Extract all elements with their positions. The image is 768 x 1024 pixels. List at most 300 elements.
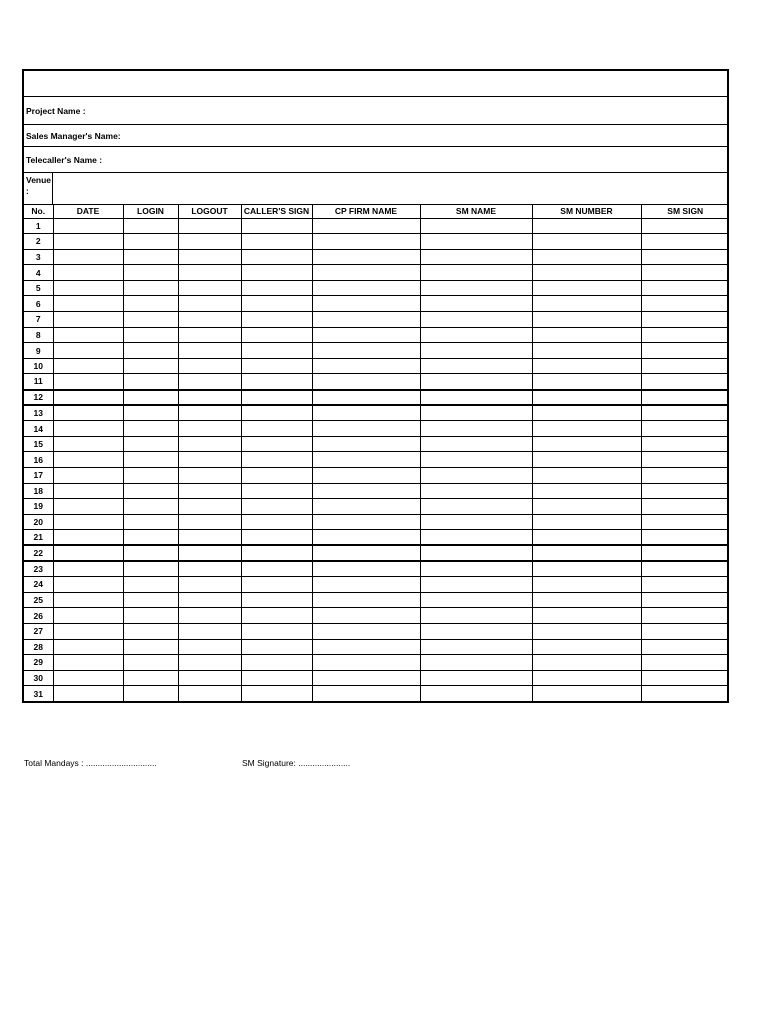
row-number: 29 — [24, 655, 53, 671]
table-row — [24, 358, 729, 374]
table-cell — [241, 670, 312, 686]
table-cell — [178, 623, 241, 639]
row-number: 15 — [24, 436, 53, 452]
table-cell — [312, 358, 420, 374]
table-cell — [241, 265, 312, 281]
table-cell — [123, 468, 178, 484]
table-cell — [53, 327, 123, 343]
table-cell — [420, 312, 532, 328]
table-cell — [178, 499, 241, 515]
table-cell — [312, 249, 420, 265]
row-number: 9 — [24, 343, 53, 359]
table-cell — [420, 280, 532, 296]
column-header: DATE — [53, 205, 123, 218]
table-row — [24, 483, 729, 499]
table-cell — [123, 655, 178, 671]
table-row — [24, 421, 729, 437]
table-header-row — [24, 205, 729, 218]
table-cell — [420, 234, 532, 250]
table-cell — [178, 608, 241, 624]
table-cell — [641, 655, 729, 671]
table-cell — [53, 390, 123, 406]
row-number: 18 — [24, 483, 53, 499]
table-cell — [312, 452, 420, 468]
column-header: LOGOUT — [178, 205, 241, 218]
table-cell — [241, 280, 312, 296]
table-cell — [641, 530, 729, 546]
table-row — [24, 670, 729, 686]
table-cell — [532, 608, 641, 624]
sales-manager-label: Sales Manager's Name: — [26, 130, 121, 141]
table-cell — [53, 686, 123, 702]
table-cell — [420, 483, 532, 499]
column-header: CP FIRM NAME — [312, 205, 420, 218]
table-cell — [420, 639, 532, 655]
table-cell — [641, 436, 729, 452]
table-cell — [641, 577, 729, 593]
table-row — [24, 327, 729, 343]
column-header: SM NUMBER — [532, 205, 641, 218]
table-cell — [123, 530, 178, 546]
row-number: 26 — [24, 608, 53, 624]
table-cell — [123, 265, 178, 281]
table-row — [24, 639, 729, 655]
table-cell — [641, 296, 729, 312]
table-cell — [420, 561, 532, 577]
table-cell — [241, 234, 312, 250]
table-cell — [420, 265, 532, 281]
table-cell — [53, 452, 123, 468]
table-cell — [123, 249, 178, 265]
table-cell — [123, 358, 178, 374]
table-cell — [241, 390, 312, 406]
footer — [24, 758, 351, 768]
column-header: No. — [24, 205, 53, 218]
table-cell — [178, 421, 241, 437]
venue-label: Venue : — [26, 175, 52, 196]
table-cell — [641, 592, 729, 608]
table-cell — [178, 514, 241, 530]
table-row — [24, 514, 729, 530]
table-row — [24, 390, 729, 406]
table-cell — [123, 374, 178, 390]
table-row — [24, 545, 729, 561]
table-cell — [420, 530, 532, 546]
table-cell — [641, 234, 729, 250]
table-cell — [532, 421, 641, 437]
table-cell — [178, 249, 241, 265]
column-header: CALLER'S SIGN — [241, 205, 312, 218]
table-cell — [312, 686, 420, 702]
table-cell — [178, 343, 241, 359]
table-cell — [312, 374, 420, 390]
table-cell — [53, 561, 123, 577]
table-cell — [178, 312, 241, 328]
table-cell — [641, 265, 729, 281]
table-cell — [178, 280, 241, 296]
table-cell — [641, 343, 729, 359]
table-cell — [532, 390, 641, 406]
project-name-label: Project Name : — [26, 105, 86, 116]
row-number: 17 — [24, 468, 53, 484]
table-row — [24, 577, 729, 593]
table-cell — [641, 374, 729, 390]
table-cell — [312, 390, 420, 406]
table-cell — [420, 592, 532, 608]
table-cell — [420, 327, 532, 343]
table-cell — [123, 592, 178, 608]
table-cell — [178, 405, 241, 421]
table-cell — [241, 312, 312, 328]
attendance-sheet — [22, 69, 729, 703]
table-cell — [641, 327, 729, 343]
table-cell — [53, 343, 123, 359]
table-cell — [420, 577, 532, 593]
table-cell — [123, 296, 178, 312]
table-cell — [420, 468, 532, 484]
row-number: 25 — [24, 592, 53, 608]
table-row — [24, 608, 729, 624]
table-cell — [641, 421, 729, 437]
total-mandays-field: Total Mandays : .............................. — [24, 758, 157, 768]
table-row — [24, 655, 729, 671]
table-cell — [53, 655, 123, 671]
table-cell — [53, 436, 123, 452]
table-cell — [312, 577, 420, 593]
venue-row — [24, 173, 727, 205]
table-cell — [312, 265, 420, 281]
table-cell — [420, 623, 532, 639]
column-header: LOGIN — [123, 205, 178, 218]
table-cell — [123, 421, 178, 437]
table-cell — [532, 483, 641, 499]
table-cell — [312, 405, 420, 421]
table-cell — [641, 514, 729, 530]
sheet-title-row — [24, 71, 727, 97]
table-cell — [532, 468, 641, 484]
table-cell — [178, 218, 241, 234]
row-number: 5 — [24, 280, 53, 296]
table-cell — [123, 499, 178, 515]
row-number: 1 — [24, 218, 53, 234]
table-cell — [532, 686, 641, 702]
table-cell — [532, 436, 641, 452]
table-row — [24, 468, 729, 484]
table-cell — [641, 545, 729, 561]
table-row — [24, 343, 729, 359]
table-cell — [123, 608, 178, 624]
table-cell — [532, 296, 641, 312]
table-cell — [312, 421, 420, 437]
table-cell — [312, 483, 420, 499]
table-row — [24, 592, 729, 608]
table-cell — [641, 218, 729, 234]
table-cell — [532, 514, 641, 530]
table-cell — [312, 592, 420, 608]
table-row — [24, 234, 729, 250]
table-cell — [241, 499, 312, 515]
row-number: 19 — [24, 499, 53, 515]
table-cell — [532, 655, 641, 671]
table-cell — [53, 623, 123, 639]
table-cell — [178, 358, 241, 374]
table-cell — [420, 358, 532, 374]
row-number: 11 — [24, 374, 53, 390]
row-number: 13 — [24, 405, 53, 421]
table-cell — [420, 421, 532, 437]
table-cell — [241, 327, 312, 343]
table-cell — [241, 468, 312, 484]
table-cell — [123, 234, 178, 250]
table-cell — [241, 623, 312, 639]
table-cell — [123, 312, 178, 328]
table-cell — [641, 623, 729, 639]
table-cell — [241, 249, 312, 265]
row-number: 23 — [24, 561, 53, 577]
table-cell — [53, 280, 123, 296]
table-cell — [420, 405, 532, 421]
table-cell — [641, 670, 729, 686]
table-cell — [532, 592, 641, 608]
table-cell — [312, 296, 420, 312]
table-cell — [53, 358, 123, 374]
table-cell — [532, 358, 641, 374]
telecaller-row — [24, 147, 727, 173]
table-row — [24, 561, 729, 577]
table-row — [24, 265, 729, 281]
table-cell — [532, 452, 641, 468]
table-cell — [241, 343, 312, 359]
table-cell — [241, 639, 312, 655]
table-cell — [53, 265, 123, 281]
table-cell — [241, 514, 312, 530]
table-cell — [123, 639, 178, 655]
table-cell — [420, 686, 532, 702]
table-cell — [532, 639, 641, 655]
table-cell — [178, 296, 241, 312]
table-cell — [420, 655, 532, 671]
table-cell — [53, 545, 123, 561]
table-cell — [178, 468, 241, 484]
table-row — [24, 280, 729, 296]
table-cell — [53, 499, 123, 515]
table-cell — [641, 280, 729, 296]
table-cell — [123, 483, 178, 499]
table-cell — [312, 436, 420, 452]
table-cell — [312, 561, 420, 577]
table-cell — [53, 577, 123, 593]
table-cell — [532, 577, 641, 593]
row-number: 30 — [24, 670, 53, 686]
table-row — [24, 405, 729, 421]
column-header: SM SIGN — [641, 205, 729, 218]
table-cell — [123, 545, 178, 561]
table-cell — [641, 686, 729, 702]
venue-divider — [52, 173, 53, 204]
table-cell — [641, 499, 729, 515]
table-cell — [53, 218, 123, 234]
table-cell — [420, 296, 532, 312]
row-number: 12 — [24, 390, 53, 406]
table-cell — [420, 374, 532, 390]
table-cell — [532, 265, 641, 281]
table-cell — [241, 686, 312, 702]
table-cell — [241, 436, 312, 452]
table-cell — [178, 670, 241, 686]
table-cell — [420, 670, 532, 686]
table-body — [24, 218, 729, 701]
table-cell — [641, 561, 729, 577]
table-cell — [53, 608, 123, 624]
table-cell — [312, 327, 420, 343]
row-number: 22 — [24, 545, 53, 561]
table-cell — [53, 639, 123, 655]
table-cell — [241, 545, 312, 561]
table-cell — [53, 249, 123, 265]
table-cell — [312, 218, 420, 234]
table-cell — [241, 561, 312, 577]
table-cell — [312, 280, 420, 296]
project-name-row — [24, 97, 727, 125]
table-cell — [178, 655, 241, 671]
table-cell — [532, 545, 641, 561]
table-cell — [312, 312, 420, 328]
table-cell — [123, 218, 178, 234]
row-number: 4 — [24, 265, 53, 281]
table-cell — [53, 530, 123, 546]
row-number: 6 — [24, 296, 53, 312]
table-cell — [641, 483, 729, 499]
table-cell — [53, 312, 123, 328]
table-cell — [312, 623, 420, 639]
row-number: 31 — [24, 686, 53, 702]
table-cell — [178, 577, 241, 593]
table-cell — [420, 343, 532, 359]
table-row — [24, 530, 729, 546]
table-cell — [123, 343, 178, 359]
table-cell — [312, 639, 420, 655]
table-cell — [532, 249, 641, 265]
table-cell — [123, 327, 178, 343]
table-cell — [312, 468, 420, 484]
row-number: 21 — [24, 530, 53, 546]
table-cell — [312, 514, 420, 530]
table-cell — [241, 218, 312, 234]
row-number: 14 — [24, 421, 53, 437]
row-number: 20 — [24, 514, 53, 530]
table-cell — [532, 280, 641, 296]
table-cell — [53, 468, 123, 484]
row-number: 28 — [24, 639, 53, 655]
table-cell — [312, 234, 420, 250]
table-cell — [641, 312, 729, 328]
table-cell — [641, 390, 729, 406]
table-cell — [241, 655, 312, 671]
table-cell — [241, 452, 312, 468]
table-cell — [420, 499, 532, 515]
table-cell — [53, 405, 123, 421]
row-number: 7 — [24, 312, 53, 328]
table-row — [24, 296, 729, 312]
table-cell — [532, 312, 641, 328]
telecaller-label: Telecaller's Name : — [26, 154, 103, 165]
table-cell — [178, 436, 241, 452]
table-cell — [641, 608, 729, 624]
row-number: 3 — [24, 249, 53, 265]
table-cell — [532, 530, 641, 546]
table-cell — [420, 249, 532, 265]
table-cell — [178, 234, 241, 250]
table-cell — [178, 452, 241, 468]
table-cell — [641, 358, 729, 374]
table-row — [24, 218, 729, 234]
table-cell — [123, 405, 178, 421]
table-cell — [53, 421, 123, 437]
table-cell — [641, 452, 729, 468]
table-cell — [241, 421, 312, 437]
table-cell — [241, 405, 312, 421]
table-cell — [178, 561, 241, 577]
table-cell — [241, 483, 312, 499]
table-cell — [420, 436, 532, 452]
table-cell — [241, 530, 312, 546]
table-cell — [123, 280, 178, 296]
table-cell — [241, 608, 312, 624]
table-cell — [241, 592, 312, 608]
table-cell — [53, 592, 123, 608]
table-cell — [178, 265, 241, 281]
table-cell — [123, 452, 178, 468]
table-cell — [532, 561, 641, 577]
column-header: SM NAME — [420, 205, 532, 218]
table-cell — [532, 327, 641, 343]
table-cell — [53, 483, 123, 499]
table-cell — [420, 218, 532, 234]
table-cell — [123, 436, 178, 452]
table-cell — [178, 592, 241, 608]
table-cell — [53, 374, 123, 390]
table-cell — [641, 249, 729, 265]
table-cell — [641, 639, 729, 655]
table-cell — [420, 514, 532, 530]
table-cell — [312, 530, 420, 546]
table-cell — [241, 374, 312, 390]
table-cell — [312, 670, 420, 686]
table-cell — [241, 577, 312, 593]
table-row — [24, 436, 729, 452]
attendance-table — [24, 205, 729, 701]
table-cell — [312, 343, 420, 359]
table-cell — [420, 545, 532, 561]
row-number: 27 — [24, 623, 53, 639]
table-cell — [532, 670, 641, 686]
table-cell — [532, 499, 641, 515]
sm-signature-field: SM Signature: ...................... — [242, 758, 351, 768]
sales-manager-row — [24, 125, 727, 147]
table-cell — [123, 623, 178, 639]
table-cell — [123, 561, 178, 577]
table-row — [24, 312, 729, 328]
table-row — [24, 623, 729, 639]
row-number: 8 — [24, 327, 53, 343]
table-cell — [123, 390, 178, 406]
row-number: 16 — [24, 452, 53, 468]
table-cell — [312, 608, 420, 624]
table-cell — [532, 218, 641, 234]
table-cell — [178, 545, 241, 561]
table-cell — [53, 234, 123, 250]
table-cell — [241, 296, 312, 312]
